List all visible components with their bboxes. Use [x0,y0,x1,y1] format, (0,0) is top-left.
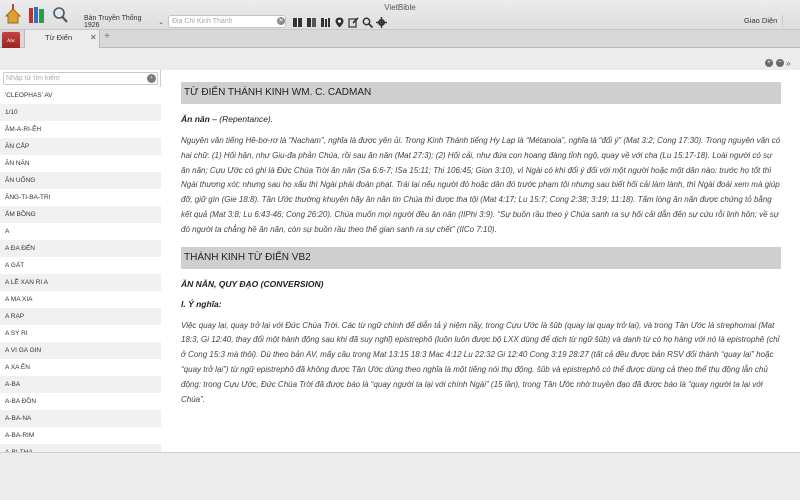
list-item[interactable]: A LỄ XAN RI A [0,274,161,291]
entry-subheading: I. Ý nghĩa: [181,298,222,309]
dictionary-app-icon: Abc [2,32,20,52]
add-tab-icon[interactable]: + [104,31,110,42]
list-item[interactable]: ẤM BỒNG [0,206,161,223]
list-item[interactable]: A GÁT [0,257,161,274]
section-header-vb2: THÁNH KINH TỪ ĐIỂN VB2 [181,247,781,269]
library-icon[interactable] [28,6,46,24]
list-item[interactable]: ÂM-A-RI-ÊH [0,121,161,138]
tab-dictionary[interactable] [24,30,100,48]
list-item[interactable]: A VI GA GIN [0,342,161,359]
entry-title [181,114,781,124]
home-icon[interactable] [4,4,22,26]
list-item[interactable]: A-BA ĐỒN [0,393,161,410]
list-item[interactable]: A-BA-NA [0,410,161,427]
list-item[interactable]: ĂN NĂN [0,155,161,172]
tab-bar [0,30,800,48]
term-list [0,87,161,461]
list-item[interactable]: ĂNG-TI-BA-TRI [0,189,161,206]
list-item[interactable]: ĂN UỐNG [0,172,161,189]
bible-version-select[interactable] [84,16,164,28]
chevron-down-icon: ⌄ [158,19,164,26]
search-tool-icon[interactable] [52,6,68,24]
list-item[interactable]: A-BA [0,376,161,393]
section-header-cadman: TỪ ĐIỂN THÁNH KINH WM. C. CADMAN [181,82,781,104]
tab-close-icon[interactable]: ✕ [90,33,97,42]
gear-icon[interactable] [376,15,387,26]
reference-input[interactable]: Địa Chỉ Kinh Thánh [168,15,286,28]
list-item[interactable]: A [0,223,161,240]
theme-button[interactable]: Giao Diện [744,16,778,25]
zoom-in-icon[interactable]: + [766,59,772,66]
entry-term-suffix: – (Repentance). [209,114,274,124]
edit-note-icon[interactable] [348,15,359,26]
entry-term-vb2: ĂN NĂN, QUY ĐẠO (CONVERSION) [181,278,324,289]
location-pin-icon[interactable] [334,15,345,26]
tab-label: Từ Điển [45,33,73,42]
bible-version-label: Bản Truyền Thống 1926 [84,15,142,29]
entry-container [181,82,781,416]
entry-term: Ăn năn [181,114,210,124]
list-item[interactable]: A MA XIA [0,291,161,308]
search-input[interactable]: Nhập từ tìm kiếm [3,72,158,85]
window-bottom [0,452,800,500]
magnifier-icon[interactable] [362,15,373,26]
sidebar [0,70,161,452]
zoom-out-icon[interactable]: − [777,59,783,66]
entry-body: Nguyên văn tiếng Hê-bơ-rơ là “Nacham”, nghĩa là được yên ủi. Trong Kinh Thánh tiếng Hy Lạp là “Métanoia”, nghĩa là “đổi ý” (Mat 3:2; Cong 17:30). Trong nguyên văn có hai chữ: (1) Hối hận, như Giu-đa phản Chúa, rồi sau ăn năn (Mat 27:3); (2) Hối cải, như đứa con hoang đàng tỉnh ngộ, quay về với cha (Lu 15:17-18). Loài người có sự ăn năn; Cựu Ước có ghi là Đức Chúa Trời ăn năn (Sa 6:6-7; ISa 15:11; Thi 106:45; Gion 3:10), vì Ngài có khi đổi ý đối với một người hoặc một dân nào: trước họ tốt thì Ngài thương xót; nhưng sau họ xấu thì Ngài phái đoán phạt. Trái lại nếu người đó hoặc dân đó trước phạm tội nhưng sau biết hối cải làm lành, thì Ngài đoái xem mà giúp đỡ, giữ gìn (Gie 18:8). Tân Ước thường khuyên hãy ăn năn tin Chúa thì được tha tội (Mat 4:17; Lu 15:7; Cong 2:38; 3:19; 11:18). Tấm lòng ăn năn được chứng tỏ bằng kết quả (Mat 3:8; Lu 6:43-46; Cong 26:20). Chúa muốn mọi người đều ăn năn (IIPhi 3:9). “Sự buồn rầu theo ý Chúa sanh ra sự hối cải dẫn đến sự cứu rỗi linh hồn; về sự đó người ta chẳng hề ăn năn, còn sự buồn rầu theo thế gian sanh ra sự chết” (IICo 7:10). [181,136,781,234]
clear-icon[interactable]: ✕ [278,18,284,24]
list-item[interactable]: ĂN CẮP [0,138,161,155]
dictionary-content [161,70,800,452]
list-item[interactable]: A ĐA ĐẾN [0,240,161,257]
list-item[interactable]: A SY RI [0,325,161,342]
books-icon[interactable] [306,15,317,26]
book-icon[interactable] [292,15,303,26]
list-item[interactable]: A XA ÊN [0,359,161,376]
list-item[interactable]: 'CLEOPHAS' AV [0,87,161,104]
search-go-icon[interactable]: › [147,74,156,83]
window-title: VietBible [384,3,416,12]
entry-body-vb2: Việc quay lại, quay trở lại với Đức Chúa Trời. Các từ ngữ chính để diễn tả ý niệm nầy, trong Cựu Ước là šûb (quay lại quay trở lại), và trong Tân Ước là strephomai (Mat 18:3, Gi 12:40, thay đổi một hành động sau khi đã suy nghĩ) epistrephô (luôn luôn được bộ LXX dùng để dịch từ ngữ šûb) và danh từ có họ hàng với nó là epistrophê (chỉ ở Cong 15:3 mà thôi). Dù theo bản AV, mấy câu trong Mat 13:15 18:3 Mac 4:12 Lu 22:32 Gi 12:40 Cong 3:19 28:27 (tất cả đều được bản RSV đổi thành “quay lại” hoặc “quay trở lại”) từ ngữ epistrephô đã không được Tân Ước dùng theo nghĩa là một tiếng nói thụ động. šûb và epistrephô có thể được dùng cả theo thể thụ động lẫn chủ động: trong Cựu Ước, Đức Chúa Trời đã được báo là “quay người ta lại với chính Ngài” (15 lần), trong Tân Ước nhờ truyền đạo đã được báo là “quay người ta lại với Chúa”. [181,320,780,404]
library-small-icon[interactable] [320,15,331,26]
title-toolbar [0,0,800,30]
list-item[interactable]: 1/10 [0,104,161,121]
list-item[interactable]: A RẠP [0,308,161,325]
list-item[interactable]: A-BA-RIM [0,427,161,444]
toolbar-divider [782,15,783,27]
sub-toolbar [0,48,800,70]
more-icon[interactable]: » [786,59,791,68]
